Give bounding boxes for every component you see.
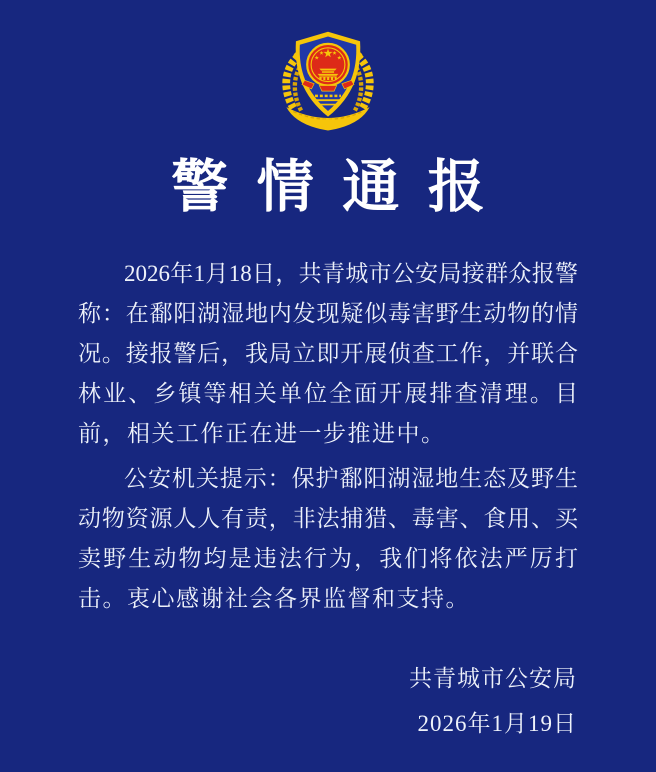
issue-date: 2026年1月19日: [417, 710, 577, 736]
body-line: 击。衷心感谢社会各界监督和支持。: [78, 585, 470, 611]
body-line: 前，相关工作正在进一步推进中。: [78, 420, 446, 446]
body-line: 动物资源人人有责，非法捕猎、毒害、食用、买: [78, 505, 578, 531]
body-line: 林业、乡镇等相关单位全面开展排查清理。目: [78, 380, 578, 406]
body-line: 称：在鄱阳湖湿地内发现疑似毒害野生动物的情: [78, 300, 578, 326]
body-line: 况。接报警后，我局立即开展侦查工作，并联合: [78, 340, 578, 366]
paragraph: [78, 459, 578, 619]
notice-body: [78, 254, 578, 619]
body-line: 公安机关提示：保护鄱阳湖湿地生态及野生: [124, 465, 578, 491]
paragraph: [78, 254, 578, 454]
body-line: 2026年1月18日，共青城市公安局接群众报警: [124, 260, 578, 286]
police-badge-icon: [276, 28, 380, 136]
issuer-signature: 共青城市公安局: [409, 665, 577, 691]
body-line: 卖野生动物均是违法行为，我们将依法严厉打: [78, 545, 578, 571]
signature-block: [0, 659, 656, 744]
notice-title: 警情通报: [171, 156, 514, 219]
